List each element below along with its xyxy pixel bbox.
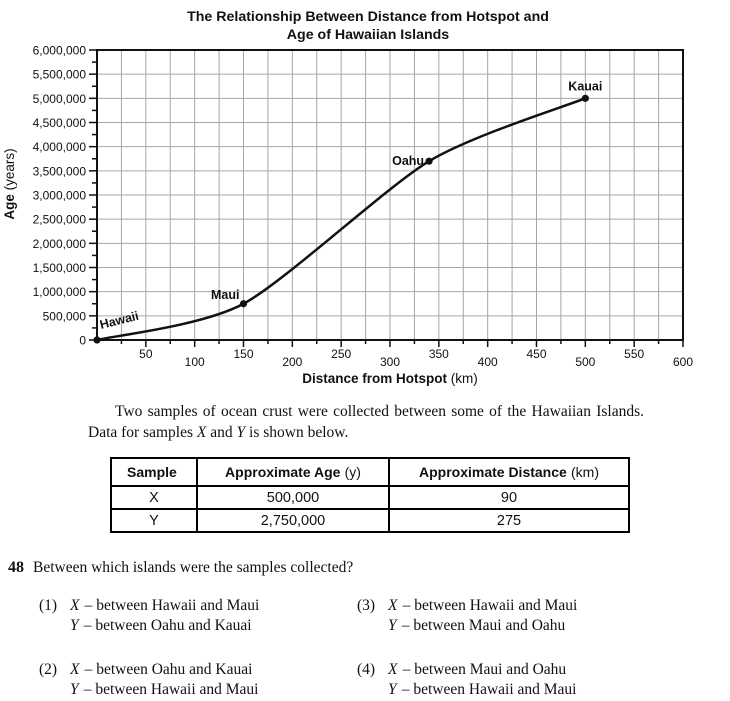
x-tick-label: 400 [477, 355, 498, 369]
option-line-y [388, 616, 577, 636]
x-tick-label: 600 [672, 355, 694, 369]
samples-table [110, 457, 630, 533]
y-tick-label: 4,000,000 [32, 140, 86, 155]
option-line-y [388, 680, 576, 700]
answer-option-3 [357, 596, 577, 636]
island-label-oahu: Oahu [392, 154, 425, 169]
y-tick-label: 0 [79, 333, 86, 348]
intro-paragraph [88, 401, 644, 443]
column-header-label: Sample [127, 464, 177, 480]
option-line-x [70, 660, 258, 680]
answer-option-2 [39, 660, 258, 700]
question-number: 48 [8, 559, 24, 576]
x-tick-label: 500 [575, 355, 596, 369]
option-number: (1) [39, 597, 58, 614]
y-tick-label: 3,500,000 [32, 164, 86, 179]
x-tick-label: 200 [282, 355, 303, 369]
chart-title-line: The Relationship Between Distance from Hotspot and [187, 9, 549, 25]
y-axis-title: Age (years) [2, 148, 17, 220]
variable-x: X [70, 661, 80, 678]
table-header-row [111, 458, 629, 486]
option-line-x [70, 596, 259, 616]
variable-x: X [388, 661, 398, 678]
x-axis-title: Distance from Hotspot (km) [302, 371, 478, 386]
sample-y-variable: Y [236, 424, 246, 441]
cell-sample: X [111, 486, 197, 509]
variable-x: X [70, 597, 80, 614]
answer-option-1 [39, 596, 259, 636]
y-tick-label: 5,000,000 [32, 91, 86, 106]
intro-text: Two samples of ocean crust were collected between some of the Hawaiian Islands. Data for samples [88, 403, 644, 441]
option-text: – between Maui and Oahu [402, 661, 567, 678]
column-header-distance [389, 458, 629, 486]
variable-y: Y [70, 617, 79, 634]
x-tick-label: 100 [184, 355, 205, 369]
cell-age: 500,000 [197, 486, 389, 509]
intro-text-end: is shown below. [245, 424, 349, 441]
x-tick-label: 150 [233, 347, 254, 361]
column-header-unit: (km) [571, 464, 599, 480]
y-tick-label: 2,000,000 [32, 236, 86, 251]
option-text: – between Oahu and Kauai [83, 617, 252, 634]
question-48 [8, 559, 353, 577]
island-label-maui: Maui [211, 287, 240, 302]
y-tick-label: 5,500,000 [32, 67, 86, 82]
y-tick-label: 1,000,000 [32, 285, 86, 300]
y-tick-label: 3,000,000 [32, 188, 86, 203]
y-tick-label: 500,000 [42, 309, 86, 324]
y-tick-label: 6,000,000 [32, 43, 86, 58]
answer-option-4 [357, 660, 576, 700]
variable-x: X [388, 597, 398, 614]
cell-distance: 275 [389, 509, 629, 532]
data-point-hawaii [93, 336, 100, 343]
chart-title-line: Age of Hawaiian Islands [286, 27, 450, 43]
y-tick-label: 2,500,000 [32, 212, 86, 227]
option-line-y [70, 616, 259, 636]
table-row-x [111, 486, 629, 509]
x-tick-label: 300 [379, 355, 401, 369]
y-tick-label: 4,500,000 [32, 116, 86, 130]
table-body [111, 486, 629, 532]
option-number: (2) [39, 661, 58, 678]
data-point-oahu [425, 158, 432, 165]
x-tick-label: 350 [428, 347, 449, 361]
option-line-y [70, 680, 258, 700]
option-text: – between Oahu and Kauai [84, 661, 253, 678]
cell-age: 2,750,000 [197, 509, 389, 532]
option-text: – between Maui and Oahu [401, 617, 566, 634]
cell-sample: Y [111, 509, 197, 532]
option-text: – between Hawaii and Maui [84, 597, 260, 614]
island-label-kauai: Kauai [568, 79, 603, 94]
option-number: (4) [357, 661, 376, 678]
option-line-x [388, 660, 576, 680]
x-tick-label: 50 [139, 347, 153, 361]
option-line-x [388, 596, 577, 616]
island-label-hawaii: Hawaii [98, 308, 141, 332]
column-header-sample [111, 458, 197, 486]
variable-y: Y [388, 681, 397, 698]
column-header-label: Approximate Age [225, 464, 341, 480]
column-header-age [197, 458, 389, 486]
table-header [111, 458, 629, 486]
table-row-y [111, 509, 629, 532]
column-header-label: Approximate Distance [418, 464, 567, 480]
column-header-unit: (y) [344, 464, 361, 480]
data-point-maui [240, 300, 247, 307]
option-text: – between Hawaii and Maui [83, 681, 259, 698]
data-point-kauai [582, 95, 589, 102]
option-text: – between Hawaii and Maui [401, 681, 577, 698]
option-number: (3) [357, 597, 376, 614]
x-tick-label: 250 [331, 347, 352, 361]
cell-distance: 90 [389, 486, 629, 509]
intro-joiner: and [206, 424, 237, 441]
variable-y: Y [388, 617, 397, 634]
question-text: Between which islands were the samples collected? [33, 559, 354, 576]
variable-y: Y [70, 681, 79, 698]
x-tick-label: 550 [624, 347, 645, 361]
x-tick-label: 450 [526, 347, 547, 361]
sample-x-variable: X [196, 424, 207, 441]
y-tick-label: 1,500,000 [32, 261, 86, 275]
option-text: – between Hawaii and Maui [402, 597, 578, 614]
